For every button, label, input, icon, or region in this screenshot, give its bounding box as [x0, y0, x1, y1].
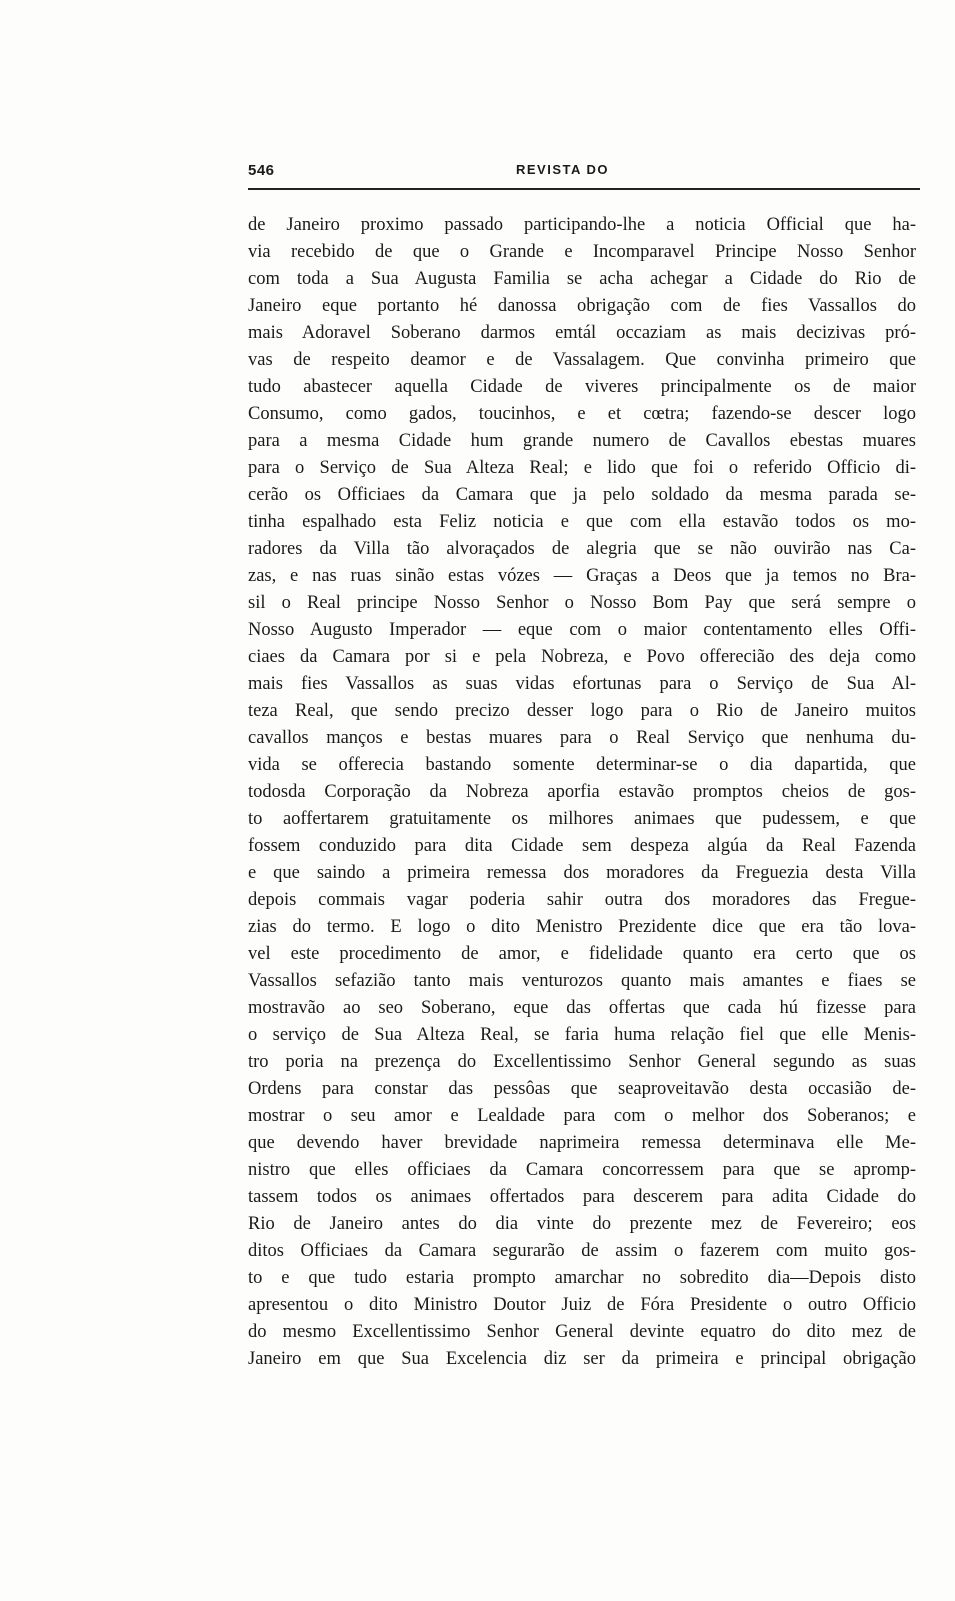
text-line: todosda Corporação da Nobreza aporfia estavão promptos cheios de gos-	[248, 782, 916, 802]
text-line: para a mesma Cidade hum grande numero de Cavallos ebestas muares	[248, 431, 916, 451]
header-rule	[248, 188, 920, 190]
page-number: 546	[248, 162, 275, 179]
text-line: Ordens para constar das pessôas que seaproveitavão desta occasião de-	[248, 1079, 916, 1099]
text-line: mais Adoravel Soberano darmos emtál occaziam as mais decizivas pró-	[248, 323, 916, 343]
text-line: para o Serviço de Sua Alteza Real; e lido que foi o referido Officio di-	[248, 458, 916, 478]
text-line: Consumo, como gados, toucinhos, e et cœtra; fazendo-se descer logo	[248, 404, 916, 424]
text-line: mostravão ao seo Soberano, eque das offertas que cada hú fizesse para	[248, 998, 916, 1018]
text-line: Rio de Janeiro antes do dia vinte do prezente mez de Fevereiro; eos	[248, 1214, 916, 1234]
text-line: radores da Villa tão alvoraçados de alegria que se não ouvirão nas Ca-	[248, 539, 916, 559]
text-line: to aoffertarem gratuitamente os milhores animaes que pudessem, e que	[248, 809, 916, 829]
text-line: Janeiro eque portanto hé danossa obrigação com de fies Vassallos do	[248, 296, 916, 316]
text-line: e que saindo a primeira remessa dos moradores da Freguezia desta Villa	[248, 863, 916, 883]
text-line: to e que tudo estaria prompto amarchar no sobredito dia—Depois disto	[248, 1268, 916, 1288]
text-line: Vassallos sefazião tanto mais venturozos quanto mais amantes e fiaes se	[248, 971, 916, 991]
text-line: nistro que elles officiaes da Camara concorressem para que se apromp-	[248, 1160, 916, 1180]
page-header	[248, 162, 918, 186]
text-line: zas, e nas ruas sinão estas vózes — Graças a Deos que ja temos no Bra-	[248, 566, 916, 586]
text-line: tro poria na prezença do Excellentissimo Senhor General segundo as suas	[248, 1052, 916, 1072]
running-head: REVISTA DO	[516, 162, 610, 177]
text-line: fossem conduzido para dita Cidade sem despeza algúa da Real Fazenda	[248, 836, 916, 856]
text-line: depois commais vagar poderia sahir outra dos moradores das Fregue-	[248, 890, 916, 910]
text-line: cerão os Officiaes da Camara que ja pelo soldado da mesma parada se-	[248, 485, 916, 505]
text-line: vas de respeito deamor e de Vassalagem. Que convinha primeiro que	[248, 350, 916, 370]
text-line: o serviço de Sua Alteza Real, se faria huma relação fiel que elle Menis-	[248, 1025, 916, 1045]
text-line: tudo abastecer aquella Cidade de viveres principalmente os de maior	[248, 377, 916, 397]
text-line: de Janeiro proximo passado participando-lhe a noticia Official que ha-	[248, 215, 916, 235]
text-line: vida se offerecia bastando somente determinar-se o dia dapartida, que	[248, 755, 916, 775]
text-line: do mesmo Excellentissimo Senhor General devinte equatro do dito mez de	[248, 1322, 916, 1342]
text-line: cavallos manços e bestas muares para o Real Serviço que nenhuma du-	[248, 728, 916, 748]
text-line: mostrar o seu amor e Lealdade para com o melhor dos Soberanos; e	[248, 1106, 916, 1126]
text-line: tinha espalhado esta Feliz noticia e que com ella estavão todos os mo-	[248, 512, 916, 532]
text-line: via recebido de que o Grande e Incomparavel Principe Nosso Senhor	[248, 242, 916, 262]
body-text	[248, 212, 916, 1373]
text-line: zias do termo. E logo o dito Menistro Prezidente dice que era tão lova-	[248, 917, 916, 937]
text-line: Nosso Augusto Imperador — eque com o maior contentamento elles Offi-	[248, 620, 916, 640]
text-line: ciaes da Camara por si e pela Nobreza, e Povo offerecião des deja como	[248, 647, 916, 667]
text-line: ditos Officiaes da Camara segurarão de assim o fazerem com muito gos-	[248, 1241, 916, 1261]
text-line: apresentou o dito Ministro Doutor Juiz de Fóra Presidente o outro Officio	[248, 1295, 916, 1315]
text-line: com toda a Sua Augusta Familia se acha achegar a Cidade do Rio de	[248, 269, 916, 289]
text-line: Janeiro em que Sua Excelencia diz ser da primeira e principal obrigação	[248, 1349, 916, 1369]
text-line: que devendo haver brevidade naprimeira remessa determinava elle Me-	[248, 1133, 916, 1153]
text-line: teza Real, que sendo precizo desser logo para o Rio de Janeiro muitos	[248, 701, 916, 721]
text-line: vel este procedimento de amor, e fidelidade quanto era certo que os	[248, 944, 916, 964]
text-line: mais fies Vassallos as suas vidas efortunas para o Serviço de Sua Al-	[248, 674, 916, 694]
text-line: tassem todos os animaes offertados para descerem para adita Cidade do	[248, 1187, 916, 1207]
text-line: sil o Real principe Nosso Senhor o Nosso Bom Pay que será sempre o	[248, 593, 916, 613]
